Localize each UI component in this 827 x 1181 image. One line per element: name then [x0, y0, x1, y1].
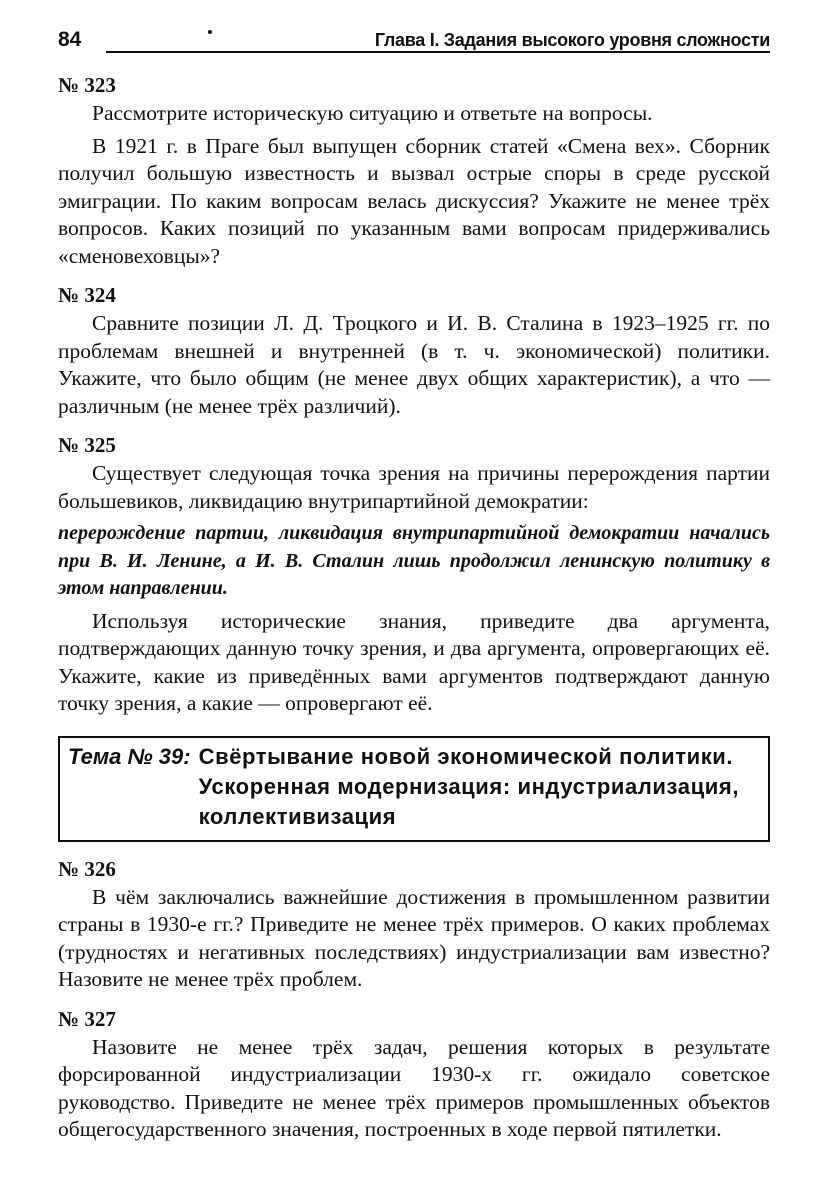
task-323	[58, 70, 770, 270]
running-head	[58, 26, 770, 56]
task-paragraph: В чём заключались важнейшие достижения в промышленном развитии страны в 1930-е гг.? Приведите не менее трёх примеров. О каких проблемах (трудностях и негативных последствиях) индустриализации вам известно? Назовите не менее трёх проблем.	[58, 884, 770, 991]
print-dot	[208, 30, 212, 34]
chapter-title: Глава I. Задания высокого уровня сложности	[369, 30, 770, 50]
task-paragraph: Рассмотрите историческую ситуацию и ответьте на вопросы.	[92, 101, 653, 125]
task-paragraph: Назовите не менее трёх задач, решения которых в результате форсированной индустриализации 1930-х гг. ожидало советское руководство. Приведите не менее трёх примеров промышленных объектов общегосударственного значения, построенных в ходе первой пятилетки.	[58, 1034, 770, 1141]
viewpoint-quote: перерождение партии, ликвидация внутрипартийной демократии начались при В. И. Ленине, а И. В. Сталин лишь продолжил ленинскую политику в этом направлении.	[58, 522, 770, 599]
task-326	[58, 854, 770, 994]
task-number: № 323	[58, 73, 116, 97]
topic-title: Свёртывание новой экономической политики. Ускоренная модернизация: индустриализация, коллективизация	[198, 743, 740, 829]
task-325	[58, 430, 770, 718]
task-327	[58, 1004, 770, 1144]
page-content	[58, 70, 770, 1154]
header-rule	[106, 51, 770, 53]
task-number: № 326	[58, 856, 116, 881]
topic-box	[58, 736, 770, 842]
task-paragraph: Используя исторические знания, приведите два аргумента, подтверждающих данную точку зрения, и два аргумента, опровергающих её. Укажите, какие из приведённых вами аргументов подтверждают данную точку зрения, а какие — опровергают её.	[58, 608, 770, 715]
task-paragraph: Сравните позиции Л. Д. Троцкого и И. В. Сталина в 1923–1925 гг. по проблемам внешней и внутренней (в т. ч. экономической) политики. Укажите, что было общим (не менее двух общих характеристик), а что — различным (не менее трёх различий).	[58, 311, 770, 418]
task-number: № 325	[58, 433, 116, 457]
task-number: № 327	[58, 1006, 116, 1031]
task-paragraph: В 1921 г. в Праге был выпущен сборник статей «Смена вех». Сборник получил большую известность и вызвал острые споры в среде русской эмиграции. По каким вопросам велась дискуссия? Укажите не менее трёх вопросов. Каких позиций по указанным вами вопросам придерживались «сменовеховцы»?	[58, 133, 770, 268]
topic-label: Тема № 39:	[68, 743, 191, 769]
task-intro: Существует следующая точка зрения на причины перерождения партии большевиков, ликвидацию внутрипартийной демократии:	[58, 461, 770, 513]
page-number: 84	[58, 28, 82, 51]
task-number: № 324	[58, 283, 116, 307]
task-324	[58, 280, 770, 420]
